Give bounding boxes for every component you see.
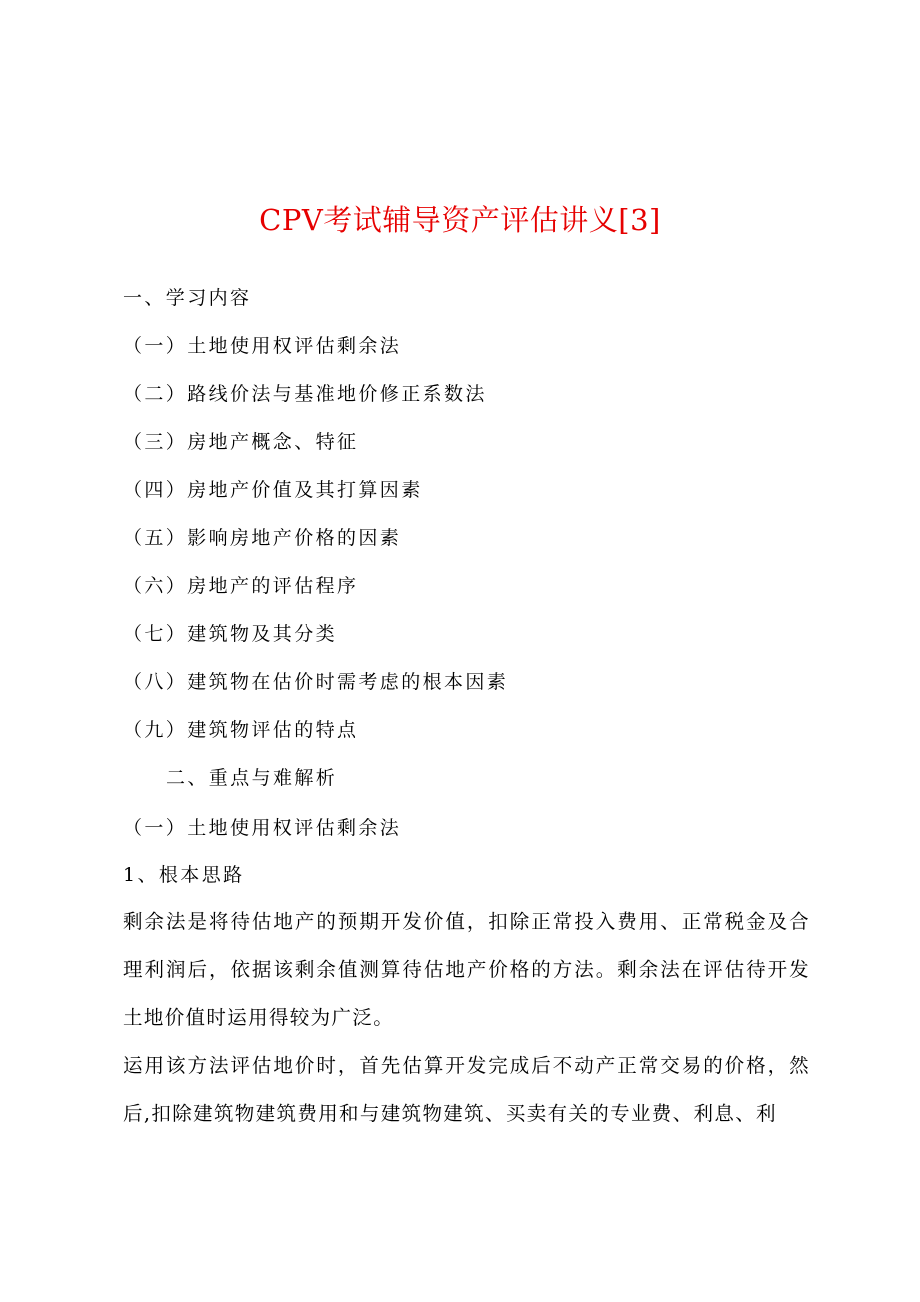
list-item: （五）影响房地产价格的因素 [123, 527, 402, 549]
list-item: （九）建筑物评估的特点 [123, 719, 359, 741]
list-item: （八）建筑物在估价时需考虑的根本因素 [123, 671, 509, 693]
list-item: （三）房地产概念、特征 [123, 431, 359, 453]
list-item: （四）房地产价值及其打算因素 [123, 479, 423, 501]
body-paragraph: 剩余法是将待估地产的预期开发价值，扣除正常投入费用、正常税金及合理利润后，依据该剩余值测算待估地产价格的方法。剩余法在评估待开发土地价值时运用得较为广泛。 [123, 910, 810, 1029]
body-paragraph: 运用该方法评估地价时，首先估算开发完成后不动产正常交易的价格，然后,扣除建筑物建筑费用和与建筑物建筑、买卖有关的专业费、利息、利 [123, 1054, 810, 1125]
document-title: CPV考试辅导资产评估讲义[3] [259, 203, 661, 237]
section-heading-key-points: 二、重点与难解析 [166, 767, 338, 789]
list-item: （一）土地使用权评估剩余法 [123, 335, 402, 357]
section-heading-learning-content: 一、学习内容 [123, 287, 252, 309]
list-item: （六）房地产的评估程序 [123, 575, 359, 597]
subsection-heading: （一）土地使用权评估剩余法 [123, 817, 402, 839]
point-heading: 1、根本思路 [123, 864, 245, 886]
list-item: （二）路线价法与基准地价修正系数法 [123, 383, 487, 405]
list-item: （七）建筑物及其分类 [123, 623, 338, 645]
